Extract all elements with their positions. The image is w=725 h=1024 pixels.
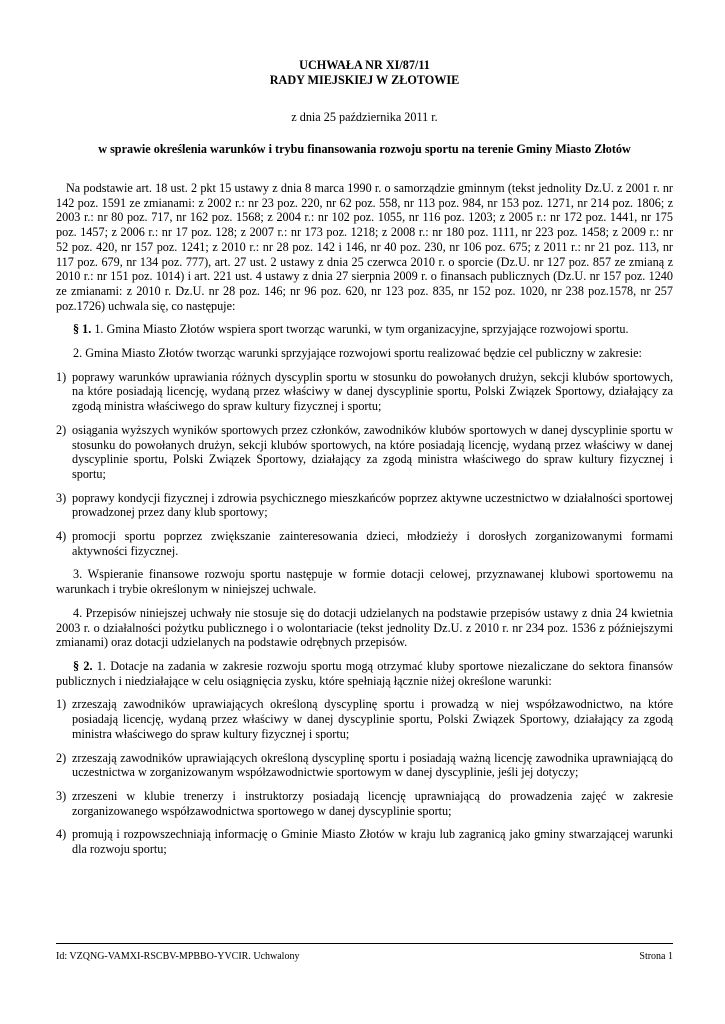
resolution-date: z dnia 25 października 2011 r. <box>291 110 438 124</box>
page-number: Strona 1 <box>639 951 673 962</box>
section-1-mark: § 1. <box>73 322 92 337</box>
list-item: 4) promują i rozpowszechniają informację o Gminie Miasto Złotów w kraju lub zagranicą jako gminy stwarzającej warunki dla rozwoju sportu; <box>56 827 673 857</box>
document-id: Id: VZQNG-VAMXI-RSCBV-MPBBO-YVCIR. Uchwalony <box>56 951 300 962</box>
section-2-mark: § 2. <box>73 658 93 673</box>
list-item: 4) promocji sportu poprzez zwiększanie zainteresowania dzieci, młodzieży i dorosłych zorganizowanymi formami aktywności fizycznej. <box>56 529 673 558</box>
resolution-subject: w sprawie określenia warunków i trybu finansowania rozwoju sportu na terenie Gminy Miasto Złotów <box>98 142 631 156</box>
list-item: 2) osiągania wyższych wyników sportowych przez członków, zawodników klubów sportowych w danej dyscyplinie sportu w stosunku do powołanych drużyn, sekcji klubów sportowych, na które posiadają licencję, wydaną przez właściwy w danej dyscyplinie sportu, Polski Związek Sportowy, działający za zgodą ministra właściwego do spraw kultury fizycznej i sportu; <box>56 422 673 481</box>
list-item: 1) poprawy warunków uprawiania różnych dyscyplin sportu w stosunku do powołanych drużyn, sekcji klubów sportowych, na które posiadają licencję, wydaną przez właściwy w danej dyscyplinie sportu, Polski Związek Sportowy, działający za zgodą ministra właściwego do spraw kultury fizycznej i sportu; <box>56 369 673 414</box>
section-1-paragraph-1: § 1. 1. Gmina Miasto Złotów wspiera sport tworząc warunki, w tym organizacyjne, sprzyjające rozwojowi sportu. <box>73 322 629 337</box>
page-footer <box>56 943 673 962</box>
list-item: 3) zrzeszeni w klubie trenerzy i instruktorzy posiadają licencję uprawniającą do prowadzenia zajęć w zakresie zorganizowanego współzawodnictwa sportowego w danej dyscyplinie sportu; <box>56 788 673 818</box>
resolution-number: UCHWAŁA NR XI/87/11 <box>299 58 430 72</box>
preamble: Na podstawie art. 18 ust. 2 pkt 15 ustawy z dnia 8 marca 1990 r. o samorządzie gminnym (tekst jednolity Dz.U. z 2001 r. nr 142 poz. 1591 ze zmianami: z 2002 r.: nr 23 poz. 220, nr 62 poz. 558, nr 113 poz. 984, nr 153 poz. 1271, nr 214 poz. 1806; z 2003 r.: nr 80 poz. 717, nr 162 poz. 1568; z 2004 r.: nr 102 poz. 1055, nr 116 poz. 1203; z 2005 r.: nr 172 poz. 1441, nr 175 poz. 1457; z 2006 r.: nr 17 poz. 128; z 2007 r.: nr 173 poz. 1218; z 2008 r.: nr 180 poz. 1111, nr 223 poz. 1458; z 2009 r.: nr 52 poz. 420, nr 157 poz. 1241; z 2010 r.: nr 28 poz. 142 i 146, nr 40 poz. 230, nr 106 poz. 675; z 2011 r.: nr 21 poz. 113, nr 117 poz. 679, nr 134 poz. 777), art. 27 ust. 2 ustawy z dnia 25 czerwca 2010 r. o sporcie (Dz.U. nr 127 poz. 857 ze zmianą z 2010 r.: nr 151 poz. 1014) i art. 221 ust. 4 ustawy z dnia 27 sierpnia 2009 r. o finansach publicznych (Dz.U. nr 157 poz. 1240 ze zmianami: z 2010 r. Dz.U. nr 28 poz. 146; nr 96 poz. 620, nr 123 poz. 835, nr 152 poz. 1020, nr 238 poz.1578, nr 257 poz.1726) uchwala się, co następuje: <box>56 181 673 313</box>
section-2-paragraph-1: § 2. 1. Dotacje na zadania w zakresie rozwoju sportu mogą otrzymać kluby sportowe niezaliczane do sektora finansów publicznych i niedziałające w celu osiągnięcia zysku, które spełniają łącznie niżej określone warunki: <box>56 658 673 688</box>
section-1-paragraph-3: 3. Wspieranie finansowe rozwoju sportu następuje w formie dotacji celowej, przyznawanej klubowi sportowemu na warunkach i trybie określonym w niniejszej uchwale. <box>56 567 673 597</box>
document-page <box>56 58 673 857</box>
list-item: 3) poprawy kondycji fizycznej i zdrowia psychicznego mieszkańców poprzez aktywne uczestnictwo w działalności sportowej prowadzonej przez dany klub sportowy; <box>56 490 673 520</box>
list-item: 2) zrzeszają zawodników uprawiających określoną dyscyplinę sportu i posiadają ważną licencję zawodnika uprawniającą do uczestnictwa w zorganizowanym współzawodnictwie sportowym w danej dyscyplinie, jeśli jej dotyczy; <box>56 750 673 780</box>
list-item: 1) zrzeszają zawodników uprawiających określoną dyscyplinę sportu i prowadzą w niej współzawodnictwo, na które posiadają licencję, wydaną przez właściwy w danej dyscyplinie sportu, Polski Związek Sportowy, działający za zgodą ministra właściwego do spraw kultury fizycznej i sportu; <box>56 697 673 741</box>
council-name: RADY MIEJSKIEJ W ZŁOTOWIE <box>269 73 460 87</box>
section-1-paragraph-4: 4. Przepisów niniejszej uchwały nie stosuje się do dotacji udzielanych na podstawie przepisów ustawy z dnia 24 kwietnia 2003 r. o działalności pożytku publicznego i o wolontariacie (tekst jednolity Dz.U. z 2010 r. nr 234 poz. 1536 z późniejszymi zmianami) oraz dotacji udzielanych na podstawie odrębnych przepisów. <box>56 605 673 650</box>
section-1-paragraph-2: 2. Gmina Miasto Złotów tworząc warunki sprzyjające rozwojowi sportu realizować będzie cel publiczny w zakresie: <box>73 346 642 361</box>
